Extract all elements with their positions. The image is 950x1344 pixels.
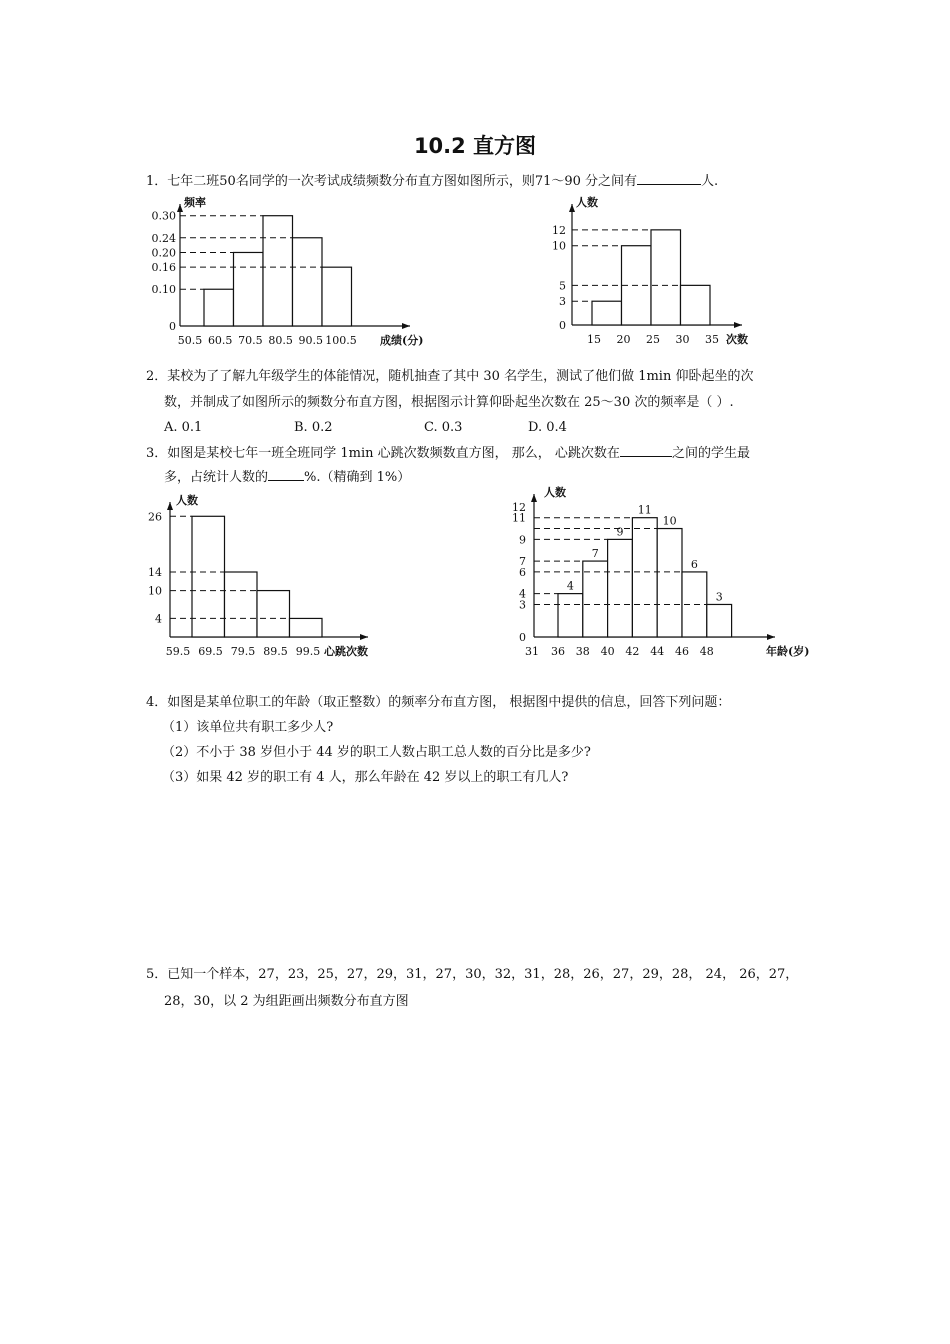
x-tick-label: 79.5 [230,645,256,658]
histogram-heartbeat [138,490,428,665]
histogram-bar [608,539,633,637]
x-axis-arrow [734,322,742,328]
histogram-bar [657,529,682,637]
y-tick-label: 0.24 [151,231,176,245]
x-tick-label: 15 [587,333,601,346]
q3-text-3: 多，占统计人数的 [164,470,269,485]
y-axis-label: 人数 [576,196,598,209]
y-tick-label: 10 [148,584,162,598]
y-axis-arrow [177,204,183,212]
y-tick-label: 4 [519,587,526,601]
y-tick-label: 7 [519,555,526,569]
y-tick-label: 0.16 [151,261,176,275]
y-tick-label: 0.20 [151,246,176,260]
histogram-bar [583,561,608,637]
bar-value-label: 11 [637,503,652,517]
x-tick-label: 89.5 [263,645,288,658]
x-axis-arrow [402,323,410,329]
histogram-bar [651,230,681,325]
q5-line-1: 5．已知一个样本，27，23，25，27，29，31，27，30，32，31，28，26，27，29，28， 24， 26，27， [146,967,799,982]
q4-sub-3: （3）如果 42 岁的职工有 4 人，那么年龄在 42 岁以上的职工有几人? [162,770,569,785]
y-tick-label: 12 [552,223,566,237]
q4-sub-1: （1）该单位共有职工多少人? [162,720,334,735]
y-tick-label: 3 [519,598,526,612]
y-tick-label: 3 [559,295,566,309]
bar-value-label: 3 [715,590,723,604]
y-axis-arrow [167,502,173,510]
histogram-bar [192,516,225,637]
x-tick-label: 35 [705,333,719,346]
y-tick-label: 11 [512,511,526,525]
y-tick-label: 14 [148,566,162,579]
q3-line-1 [146,443,750,463]
histogram-bar [257,591,290,637]
histogram-bar [225,572,258,637]
x-tick-label: 70.5 [238,334,263,347]
y-tick-label: 6 [519,565,526,579]
x-tick-label: 25 [646,333,660,346]
y-axis-label: 人数 [176,494,198,507]
histogram-situps [550,192,780,352]
q3-line-2 [164,467,410,487]
x-tick-label: 100.5 [325,334,357,347]
histogram-bar [707,604,732,637]
page-title: 10.2 直方图 [413,134,537,158]
x-tick-label: 30 [675,333,690,346]
y-tick-label: 0 [169,320,176,333]
x-tick-label: 20 [616,333,631,346]
x-tick-label: 50.5 [177,334,203,347]
y-tick-label: 0.10 [151,283,176,297]
bar-value-label: 9 [616,525,624,539]
q2-options [164,419,658,437]
x-axis-label: 年龄(岁) [766,645,810,658]
x-tick-label: 59.5 [165,645,191,658]
y-tick-label: 0 [519,631,526,644]
y-tick-label: 26 [148,510,162,524]
q2-line-1: 2．某校为了了解九年级学生的体能情况，随机抽查了其中 30 名学生，测试了他们做 1min 仰卧起坐的次 [146,369,754,384]
bar-value-label: 10 [662,514,677,528]
x-tick-label: 90.5 [298,334,324,347]
y-axis-arrow [531,494,537,502]
y-tick-label: 5 [559,279,566,293]
x-tick-label: 48 [699,645,714,658]
q3-percent-blank[interactable] [268,467,304,481]
x-axis-arrow [360,634,368,640]
histogram-bar [293,238,323,326]
x-tick-label: 40 [600,645,615,658]
y-axis-label: 人数 [544,486,566,499]
bar-value-label: 6 [690,557,698,571]
x-tick-label: 44 [650,645,665,658]
histogram-bar [290,618,323,637]
question-1 [146,171,718,191]
x-tick-label: 31 [525,645,539,658]
x-tick-label: 42 [625,645,640,658]
y-axis-arrow [569,204,575,212]
y-tick-label: 4 [155,612,162,626]
q3-text: 3．如图是某校七年一班全班同学 1min 心跳次数频数直方图， 那么， 心跳次数在 [146,446,620,461]
q1-text-end: 人. [701,174,719,189]
q2-option-a[interactable]: A. 0.1 [164,420,203,435]
q1-answer-blank[interactable] [637,171,701,185]
x-tick-label: 36 [551,645,565,658]
q3-text-4: %.（精确到 1%） [304,470,411,485]
y-tick-label: 9 [519,533,526,547]
y-tick-label: 10 [552,239,566,253]
q2-option-c[interactable]: C. 0.3 [424,420,463,435]
y-tick-label: 12 [512,500,526,514]
x-tick-label: 38 [575,645,590,658]
x-tick-label: 99.5 [295,645,321,658]
x-tick-label: 46 [675,645,689,658]
q3-range-blank[interactable] [620,443,672,457]
q5-line-2: 28，30，以 2 为组距画出频数分布直方图 [164,994,409,1009]
x-tick-label: 60.5 [207,334,233,347]
histogram-scores [140,192,440,352]
q2-line-2: 数，并制成了如图所示的频数分布直方图，根据图示计算仰卧起坐次数在 25～30 次的频率是（ ）. [164,395,734,410]
histogram-bar [322,267,352,326]
x-axis-label: 次数 [726,333,748,346]
histogram-bar [558,594,583,637]
y-tick-label: 0.30 [151,209,176,223]
y-axis-label: 频率 [184,196,206,209]
x-axis-label: 成绩(分) [380,334,424,347]
histogram-bar [681,285,711,325]
q1-text: 1．七年二班50名同学的一次考试成绩频数分布直方图如图所示，则71～90 分之间有 [146,174,638,189]
bar-value-label: 4 [566,579,574,593]
histogram-bar [632,518,657,637]
y-tick-label: 0 [559,319,566,332]
bar-value-label: 7 [591,547,599,561]
q2-option-b[interactable]: B. 0.2 [294,420,333,435]
histogram-bar [263,216,293,326]
histogram-age [500,484,820,664]
q2-option-d[interactable]: D. 0.4 [528,420,567,435]
histogram-bar [592,301,622,325]
histogram-bar [204,289,234,326]
x-tick-label: 69.5 [198,645,223,658]
x-tick-label: 80.5 [268,334,293,347]
histogram-bar [234,252,264,326]
q3-text-2: 之间的学生最 [671,446,750,461]
q4-intro: 4．如图是某单位职工的年龄（取正整数）的频率分布直方图， 根据图中提供的信息，回答下列问题： [146,695,731,710]
x-axis-arrow [767,634,775,640]
q4-sub-2: （2）不小于 38 岁但小于 44 岁的职工人数占职工总人数的百分比是多少? [162,745,591,760]
x-axis-label: 心跳次数 [324,645,368,658]
